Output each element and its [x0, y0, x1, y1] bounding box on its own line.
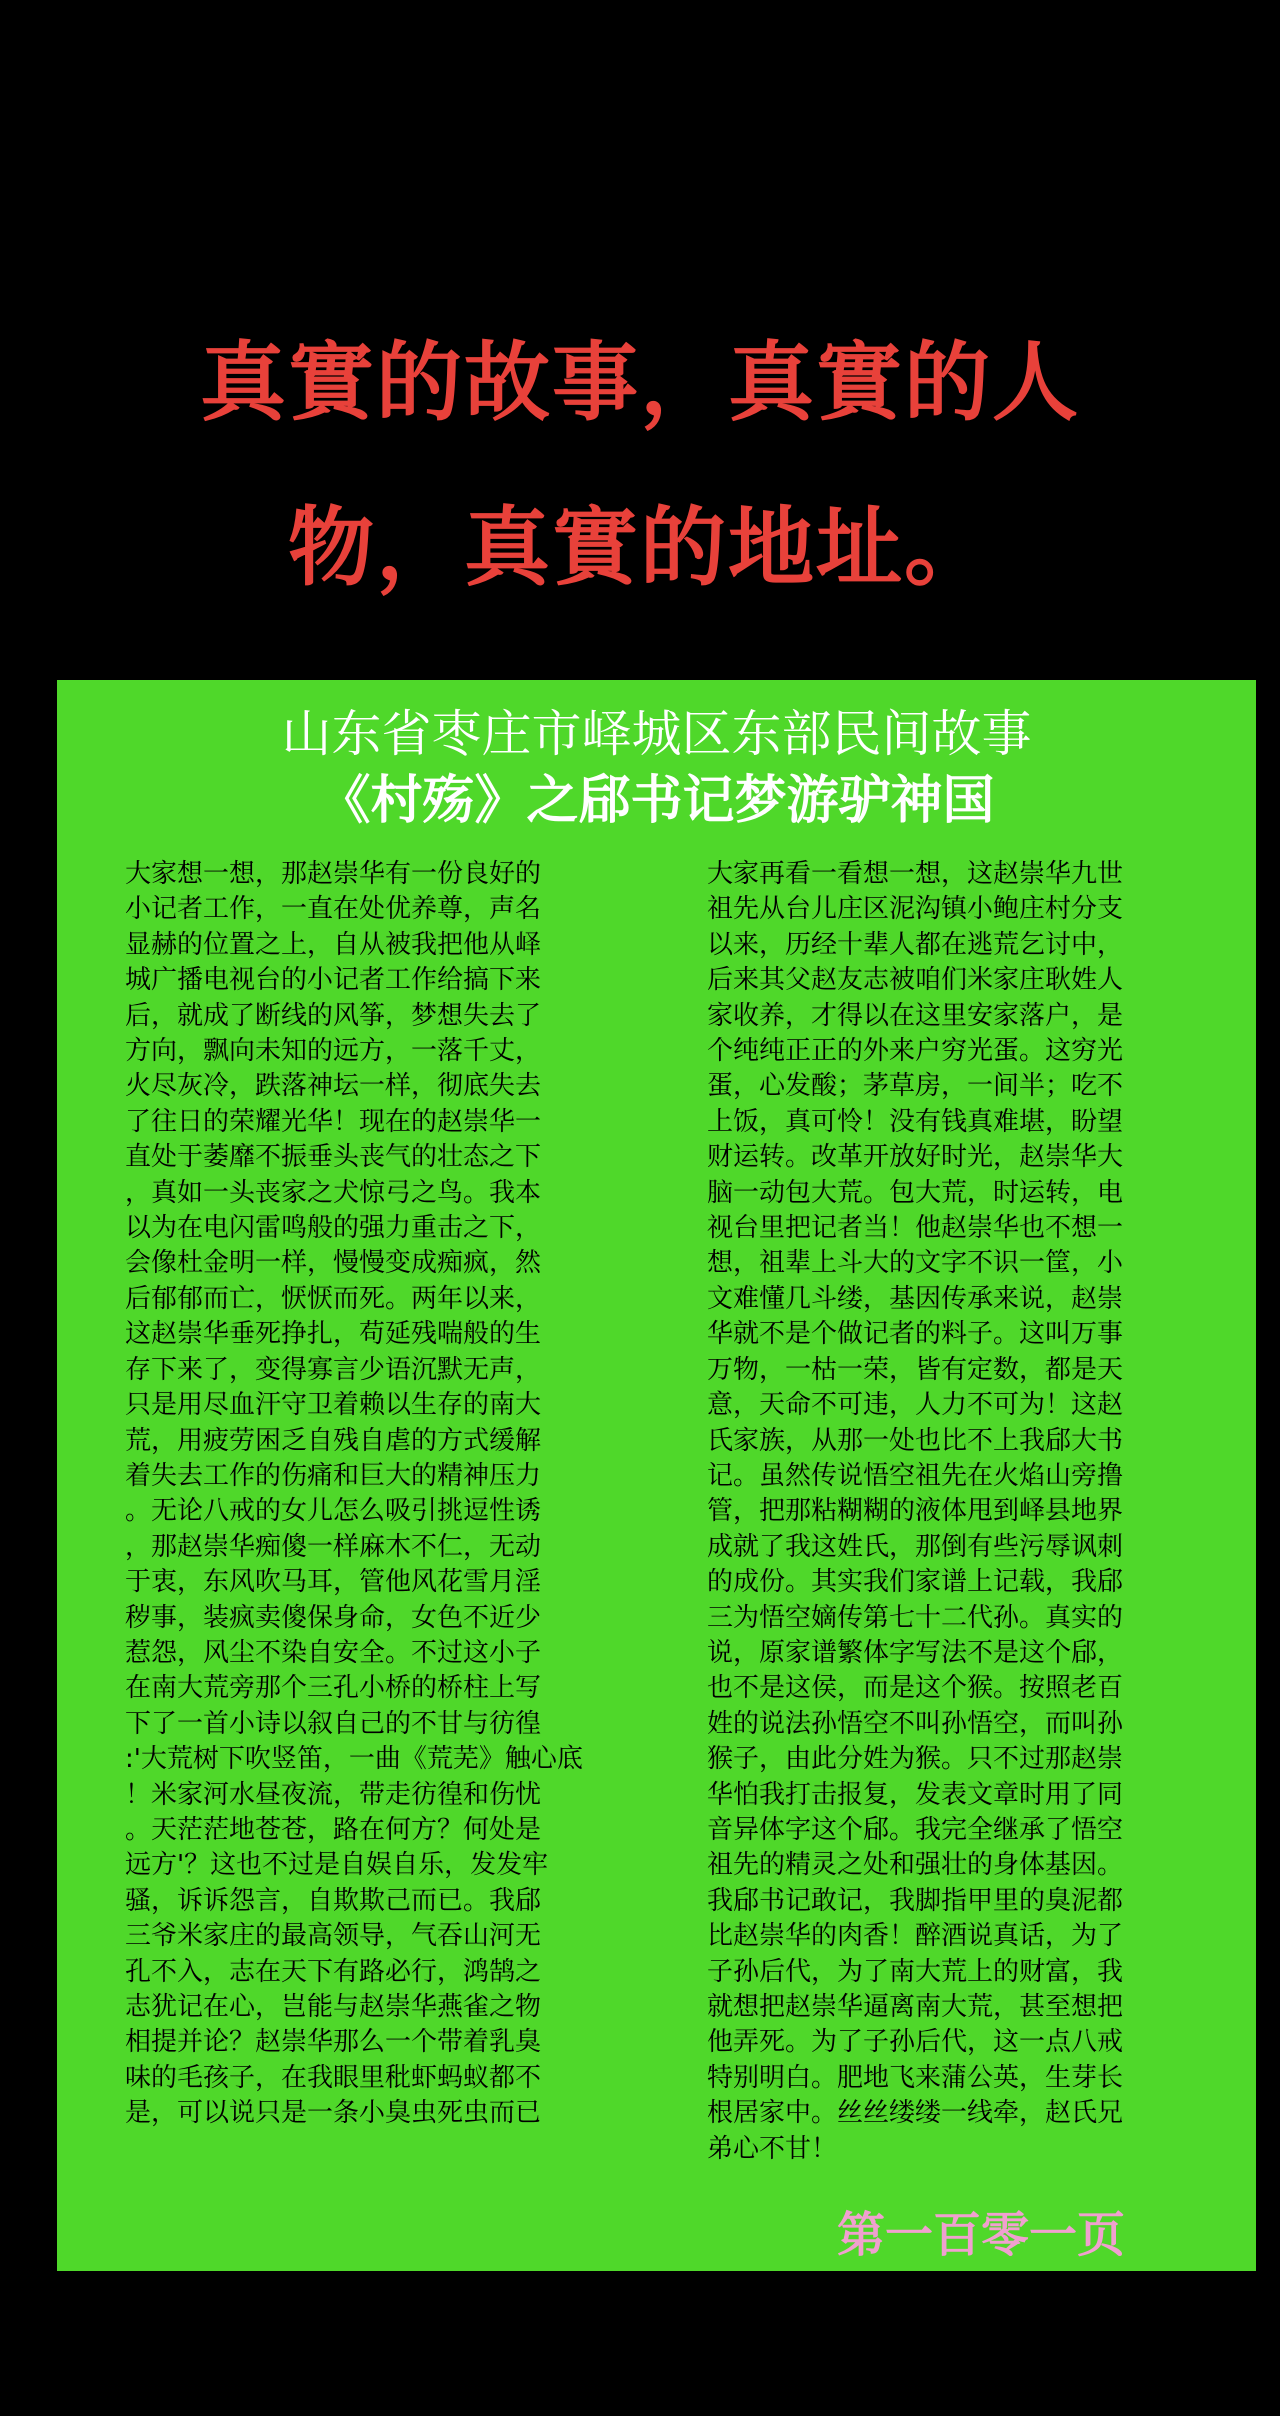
story-line: 存下来了，变得寡言少语沉默无声，	[125, 1354, 542, 1385]
story-line: 孔不入，志在天下有路必行，鸿鹄之	[125, 1956, 542, 1987]
story-line: 也不是这侯，而是这个猴。按照老百	[707, 1673, 1124, 1704]
story-line: 。天茫茫地苍苍，路在何方？何处是	[125, 1814, 542, 1845]
story-line: 惹怨，风尘不染自安全。不过这小子	[125, 1637, 542, 1668]
story-line: 火尽灰冷，跌落神坛一样，彻底失去	[125, 1071, 542, 1102]
story-line: 骚，诉诉怨言，自欺欺己而已。我郈	[125, 1885, 542, 1916]
story-line: 万物，一枯一荣，皆有定数，都是天	[707, 1354, 1124, 1385]
story-line: 成就了我这姓氏，那倒有些污辱讽刺	[707, 1531, 1124, 1562]
story-line: 音异体字这个郈。我完全继承了悟空	[707, 1814, 1124, 1845]
story-chapter-title: 《村殇》之郈书记梦游驴神国	[318, 771, 995, 831]
story-line: 我郈书记敢记，我脚指甲里的臭泥都	[707, 1885, 1124, 1916]
story-line: 个纯纯正正的外来户穷光蛋。这穷光	[707, 1036, 1124, 1067]
story-line: ！米家河水昼夜流，带走彷徨和伤忧	[125, 1779, 542, 1810]
story-line: 视台里把记者当！他赵崇华也不想一	[707, 1213, 1124, 1244]
story-line: 祖先从台儿庄区泥沟镇小鲍庄村分支	[707, 894, 1124, 925]
story-line: 财运转。改革开放好时光，赵崇华大	[707, 1142, 1124, 1173]
story-panel	[57, 680, 1256, 2271]
story-line: 会像杜金明一样，慢慢变成痴疯，然	[125, 1248, 542, 1279]
story-line: 显赫的位置之上，自从被我把他从峄	[125, 929, 542, 960]
story-line: 是，可以说只是一条小臭虫死虫而已	[125, 2098, 542, 2129]
story-line: 说，原家谱繁体字写法不是这个郈，	[707, 1637, 1124, 1668]
story-line: 特别明白。肥地飞来蒲公英，生芽长	[707, 2062, 1124, 2093]
story-line: 下了一首小诗以叙自己的不甘与彷徨	[125, 1708, 542, 1739]
story-line: 后来其父赵友志被咱们米家庄耿姓人	[707, 965, 1124, 996]
story-line: :'大荒树下吹竖笛，一曲《荒芜》触心底	[125, 1744, 583, 1775]
story-line: 大家再看一看想一想，这赵崇华九世	[707, 859, 1124, 889]
story-line: ，那赵崇华痴傻一样麻木不仁，无动	[125, 1531, 542, 1562]
story-line: 子孙后代，为了南大荒上的财富，我	[707, 1956, 1124, 1987]
story-line: 只是用尽血汗守卫着赖以生存的南大	[125, 1390, 542, 1421]
headline-banner	[0, 300, 1280, 630]
story-line: 家收养，才得以在这里安家落户，是	[707, 1000, 1124, 1031]
story-line: 文难懂几斗缕，基因传承来说，赵崇	[707, 1283, 1124, 1314]
story-line: 他弄死。为了子孙后代，这一点八戒	[707, 2027, 1124, 2058]
story-line: 荒，用疲劳困乏自残自虐的方式缓解	[125, 1425, 542, 1456]
story-line: 的成份。其实我们家谱上记载，我郈	[707, 1567, 1124, 1598]
story-line: 上饭，真可怜！没有钱真难堪，盼望	[707, 1106, 1124, 1137]
story-left-column	[125, 857, 658, 2132]
story-line: 秽事，装疯卖傻保身命，女色不近少	[125, 1602, 542, 1633]
story-line: 想，祖辈上斗大的文字不识一筐，小	[707, 1248, 1124, 1279]
story-line: 后，就成了断线的风筝，梦想失去了	[125, 1000, 542, 1031]
story-line: 华就不是个做记者的料子。这叫万事	[707, 1319, 1124, 1350]
story-line: 远方'？这也不过是自娱自乐，发发牢	[125, 1850, 549, 1881]
page-number-label: 第一百零一页	[837, 2207, 1126, 2263]
story-line: 意，天命不可违，人力不可为！这赵	[707, 1390, 1124, 1421]
story-line: 这赵崇华垂死挣扎，苟延残喘般的生	[125, 1319, 542, 1350]
story-line: 味的毛孩子，在我眼里秕虾蚂蚁都不	[125, 2062, 542, 2093]
story-line: 着失去工作的伤痛和巨大的精神压力	[125, 1460, 542, 1491]
headline-line-1: 真實的故事，真實的人	[200, 332, 1080, 433]
story-line: 就想把赵崇华逼离南大荒，甚至想把	[707, 1992, 1124, 2022]
story-line: 。无论八戒的女儿怎么吸引挑逗性诱	[125, 1496, 542, 1527]
story-line: 以来，历经十辈人都在逃荒乞讨中，	[707, 929, 1124, 960]
story-line: 华怕我打击报复，发表文章时用了同	[707, 1779, 1124, 1810]
story-line: 猴子，由此分姓为猴。只不过那赵崇	[707, 1744, 1124, 1775]
story-line: 城广播电视台的小记者工作给搞下来	[125, 965, 542, 996]
story-line: 氏家族，从那一处也比不上我郈大书	[707, 1425, 1124, 1456]
story-region-title: 山东省枣庄市峄城区东部民间故事	[281, 705, 1032, 763]
headline-line-2: 物，真實的地址。	[288, 497, 992, 598]
story-line: 方向，飘向未知的远方，一落千丈，	[125, 1036, 542, 1067]
story-line: 在南大荒旁那个三孔小桥的桥柱上写	[125, 1673, 542, 1704]
story-line: 蛋，心发酸；茅草房，一间半；吃不	[707, 1071, 1124, 1102]
story-line: 记。虽然传说悟空祖先在火焰山旁撸	[707, 1460, 1124, 1491]
story-line: 后郁郁而亡，恹恹而死。两年以来，	[125, 1283, 542, 1314]
story-line: 管，把那粘糊糊的液体甩到峄县地界	[707, 1496, 1124, 1527]
story-line: 姓的说法孙悟空不叫孙悟空，而叫孙	[707, 1708, 1124, 1739]
story-line: ，真如一头丧家之犬惊弓之鸟。我本	[125, 1177, 542, 1208]
story-line: 了往日的荣耀光华！现在的赵崇华一	[125, 1106, 542, 1137]
story-line: 大家想一想，那赵崇华有一份良好的	[125, 859, 542, 889]
story-right-column	[707, 857, 1222, 2167]
story-line: 三为悟空嫡传第七十二代孙。真实的	[707, 1602, 1124, 1633]
story-line: 弟心不甘！	[707, 2133, 838, 2164]
story-line: 志犹记在心，岂能与赵崇华燕雀之物	[125, 1992, 542, 2022]
story-line: 三爷米家庄的最高领导，气吞山河无	[125, 1921, 542, 1952]
story-line: 以为在电闪雷鸣般的强力重击之下，	[125, 1213, 542, 1244]
story-line: 相提并论？赵崇华那么一个带着乳臭	[125, 2027, 542, 2058]
story-line: 脑一动包大荒。包大荒，时运转，电	[707, 1177, 1124, 1208]
story-line: 直处于萎靡不振垂头丧气的壮态之下	[125, 1142, 542, 1173]
story-line: 比赵崇华的肉香！醉酒说真话，为了	[707, 1921, 1124, 1952]
story-line: 根居家中。丝丝缕缕一线牵，赵氏兄	[707, 2098, 1124, 2129]
story-line: 于衷，东风吹马耳，管他风花雪月淫	[125, 1567, 542, 1598]
story-line: 小记者工作，一直在处优养尊，声名	[125, 894, 542, 925]
story-line: 祖先的精灵之处和强壮的身体基因。	[707, 1850, 1124, 1881]
